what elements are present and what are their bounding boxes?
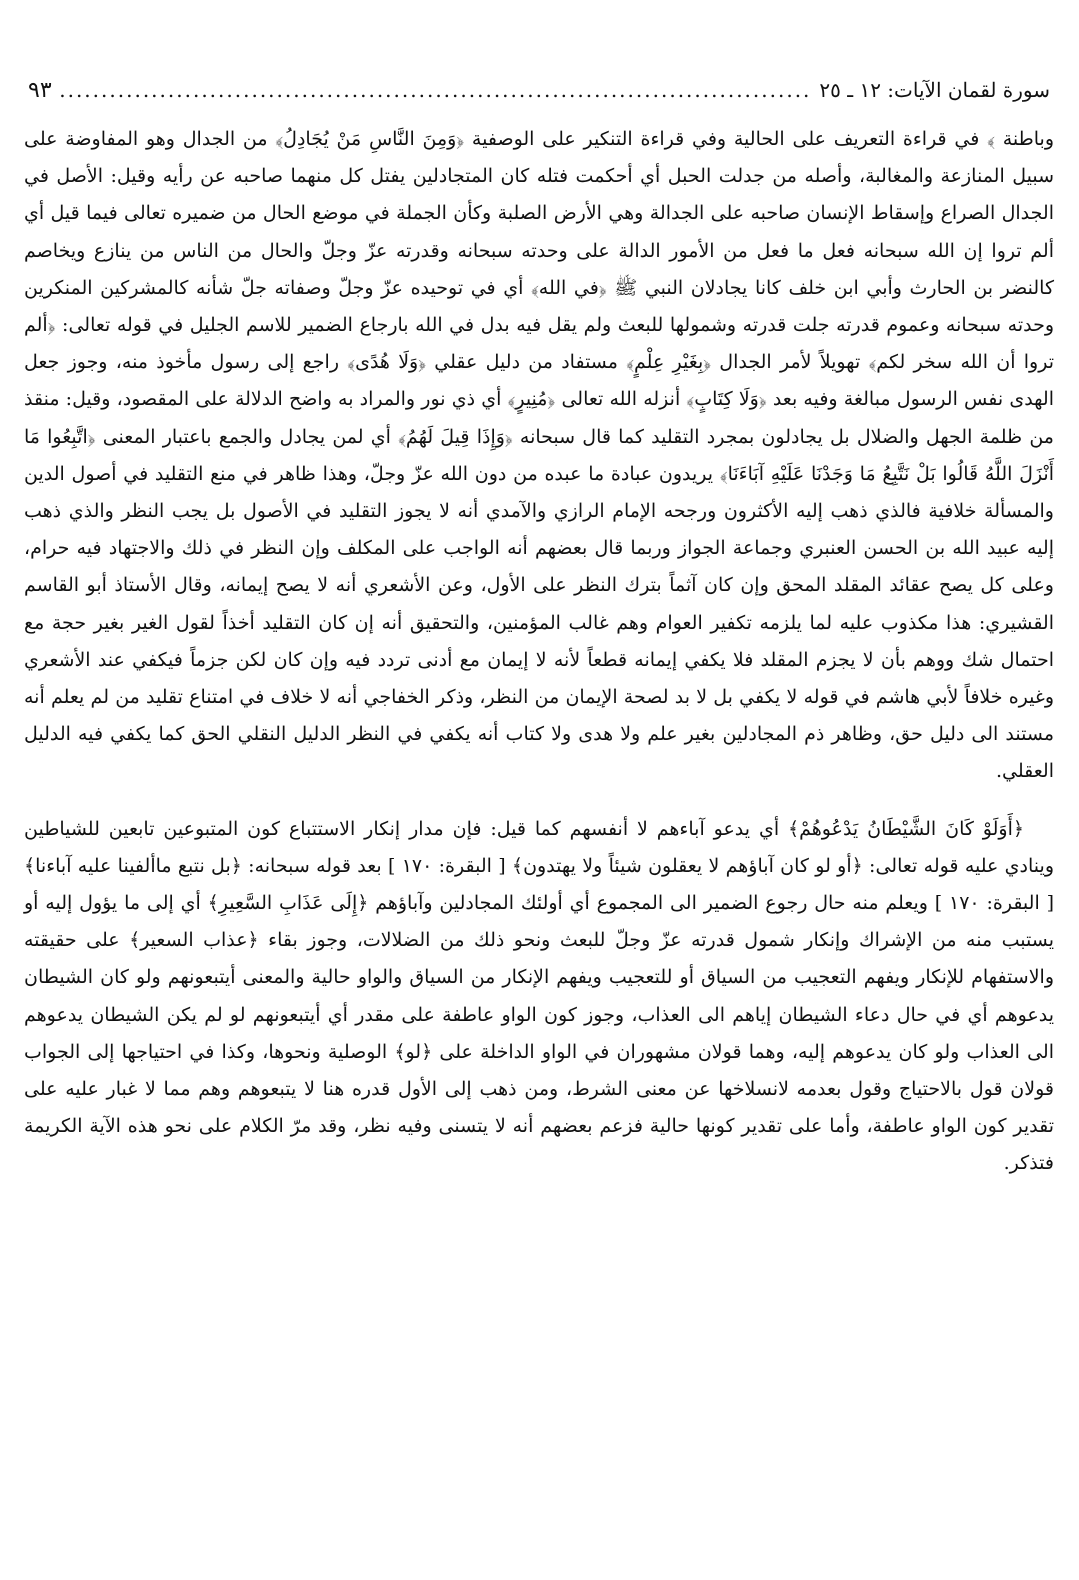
paragraph-2: ﴿أَوَلَوْ كَانَ الشَّيْطَانُ يَدْعُوهُمْ﴾ أي يدعو آباءهم لا أنفسهم كما قيل: فإن مدار إنكار الاستتباع كون المتبوعين تابعين للشياطين وينادي عليه قوله تعالى: ﴿أو لو كان آباؤهم لا يعقلون شيئاً ولا يهتدون﴾ [ البقرة: ١٧٠ ] بعد قوله سبحانه: ﴿بل نتبع ماألفينا عليه آباءنا﴾ [ البقرة: ١٧٠ ] ويعلم منه حال رجوع الضمير الى المجموع أي أولئك المجادلين وآباؤهم ﴿إِلَى عَذَابِ السَّعِيرِ﴾ أي إلى ما يؤول إليه أو يستبب منه من الإشراك وإنكار شمول قدرته عزّ وجلّ للبعث ونحو ذلك من الضلالات، وجوز بقاء ﴿عذاب السعير﴾ على حقيقته والاستفهام للإنكار ويفهم التعجيب من السياق أو للتعجيب ويفهم الإنكار من السياق والواو حالية والمعنى أيتبعونهم ولو كان الشيطان يدعوهم أي في حال دعاء الشيطان إياهم الى العذاب، وجوز كون الواو عاطفة على مقدر أي أيتبعونهم لو لم يكن الشيطان يدعوهم الى العذاب ولو كان يدعوهم إليه، وهما قولان مشهوران في الواو الداخلة على ﴿لو﴾ الوصلية ونحوها، وكذا في احتياجها إلى الجواب قولان قول بالاحتياج وقول بعدمه لانسلاخها عن معنى الشرط، ومن ذهب إلى الأول قدره هنا لا يتبعوهم وهم مما لا غبار عليه على تقدير كون الواو عاطفة، وأما على تقدير كونها حالية فزعم بعضهم أنه لا يتسنى وفيه نظر، وقد مرّ الكلام على نحو هذه الآية الكريمة فتذكر. [24, 817, 1055, 1175]
book-page [22, 78, 1056, 1183]
leader-dots [60, 78, 812, 102]
surah-title: سورة لقمان الآيات: ١٢ ـ ٢٥ [819, 78, 1050, 102]
paragraph-1: وباطنة ﴾ في قراءة التعريف على الحالية وفي قراءة التنكير على الوصفية ﴿وَمِنَ النَّاسِ مَنْ يُجَادِلُ﴾ من الجدال وهو المفاوضة على سبيل المنازعة والمغالبة، وأصله من جدلت الحبل أي أحكمت فتله كان المتجادلين يفتل كل منهما صاحبه عن رأيه وقيل: الأصل في الجدال الصراع وإسقاط الإنسان صاحبه على الجدالة وهي الأرض الصلبة وكأن الجملة في موضع الحال من ضميره تعالى فيما قيل أي ألم تروا إن الله سبحانه فعل ما فعل من الأمور الدالة على وحدته سبحانه وقدرته عزّ وجلّ والحال من الناس من ينازع ويخاصم كالنضر بن الحارث وأبي ابن خلف كانا يجادلان النبي ﷺ ﴿في الله﴾ أي في توحيده عزّ وجلّ وصفاته جلّ شأنه كالمشركين المنكرين وحدته سبحانه وعموم قدرته جلت قدرته وشمولها للبعث ولم يقل فيه بدل في الله بارجاع الضمير للاسم الجليل في قوله تعالى: ﴿ألم تروا أن الله سخر لكم﴾ تهويلاً لأمر الجدال ﴿بِغَيْرِ عِلْمٍ﴾ مستفاد من دليل عقلي ﴿وَلَا هُدًى﴾ راجع إلى رسول مأخوذ منه، وجوز جعل الهدى نفس الرسول مبالغة وفيه بعد ﴿وَلَا كِتَابٍ﴾ أنزله الله تعالى ﴿مُنِيرٍ﴾ أي ذي نور والمراد به واضح الدلالة على المقصود، وقيل: منقذ من ظلمة الجهل والضلال بل يجادلون بمجرد التقليد كما قال سبحانه ﴿وَإِذَا قِيلَ لَهُمُ﴾ أي لمن يجادل والجمع باعتبار المعنى ﴿اتَّبِعُوا مَا أَنْزَلَ اللَّهُ قَالُوا بَلْ نَتَّبِعُ مَا وَجَدْنَا عَلَيْهِ آبَاءَنَا﴾ يريدون عبادة ما عبده من دون الله عزّ وجلّ، وهذا ظاهر في منع التقليد في أصول الدين والمسألة خلافية فالذي ذهب إليه الأكثرون ورجحه الإمام الرازي والآمدي أنه لا يجوز التقليد في الأصول بل يجب النظر والذي ذهب إليه عبيد الله بن الحسن العنبري وجماعة الجواز وربما قال بعضهم أنه الواجب على المكلف وإن النظر في ذلك والاجتهاد فيه حرام، وعلى كل يصح عقائد المقلد المحق وإن كان آثماً بترك النظر على الأول، وعن الأشعري أنه لا يصح إيمانه، وقال الأستاذ أبو القاسم القشيري: هذا مكذوب عليه لما يلزمه تكفير العوام وهم غالب المؤمنين، والتحقيق أنه إن كان التقليد أخذاً لقول الغير بغير حجة مع احتمال شك ووهم بأن لا يجزم المقلد فلا يكفي إيمانه قطعاً لأنه لا إيمان مع أدنى تردد فيه وإن كان لكن جزماً فيكفي عند الأشعري وغيره خلافاً لأبي هاشم في قوله لا يكفي بل لا بد لصحة الإيمان من النظر، وذكر الخفاجي أنه لا خلاف في امتناع تقليد من لم يعلم أنه مستند الى دليل حق، وظاهر ذم المجادلين بغير علم ولا هدى ولا كتاب أنه يكفي في النظر الدليل النقلي الحق كما يكفي فيه الدليل العقلي. [24, 128, 1054, 783]
page-number: ٩٣ [28, 78, 52, 103]
running-header [22, 78, 1056, 109]
